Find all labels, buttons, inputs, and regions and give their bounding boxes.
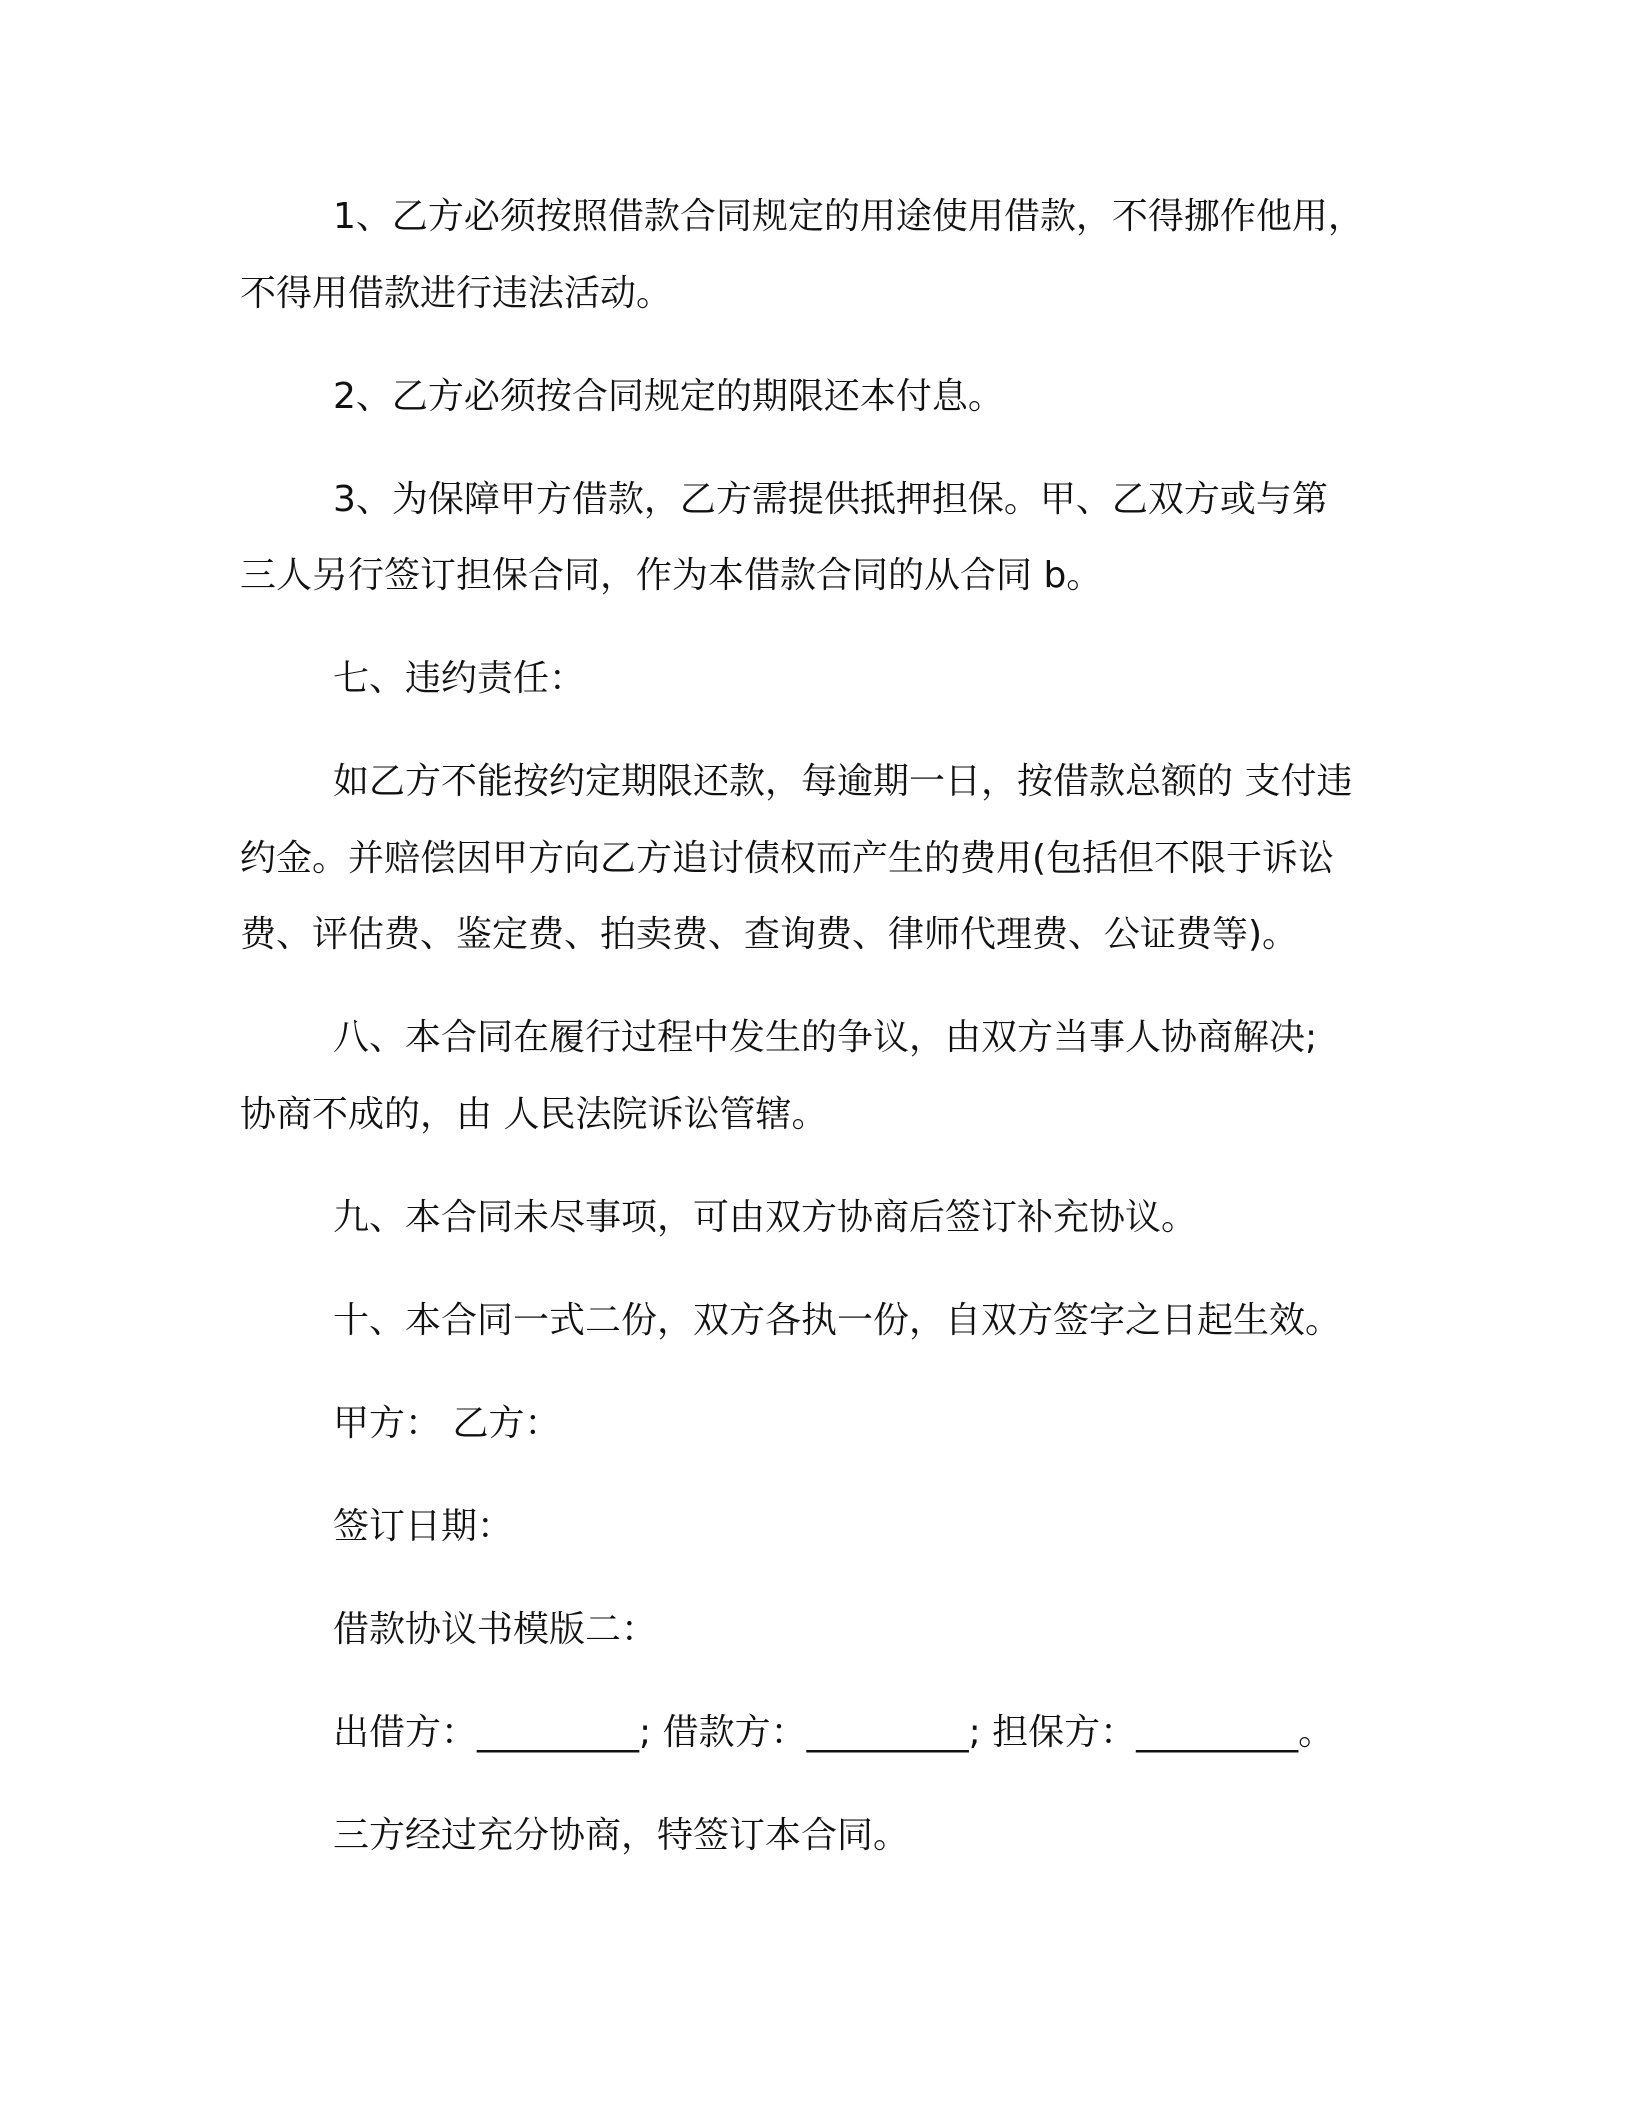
section-7-body [240,744,1382,974]
section-7-heading-text: 七、违约责任： [333,658,586,699]
section-9 [240,1180,1382,1257]
template-2-heading-text: 借款协议书模版二： [333,1608,658,1650]
section-10-line-1: 十、本合同一式二份，双方各执一份，自双方签字之日起生效。 [333,1299,1342,1341]
section-8-line-1: 八、本合同在履行过程中发生的争议，由双方当事人协商解决; [333,1017,1318,1058]
section-7-body-line-2: 约金。并赔偿因甲方向乙方追讨债权而产生的费用(包括但不限于诉讼 [240,837,1335,879]
clause-1 [240,179,1382,332]
section-7-body-line-3: 费、评估费、鉴定费、拍卖费、查询费、律师代理费、公证费等)。 [240,914,1299,955]
signature-parties [240,1386,1382,1463]
signing-date [240,1489,1382,1566]
agreement-statement-text: 三方经过充分协商，特签订本合同。 [333,1814,910,1856]
clause-3-line-1: 3、为保障甲方借款，乙方需提供抵押担保。甲、乙双方或与第 [333,478,1328,520]
clause-3-line-2: 三人另行签订担保合同，作为本借款合同的从合同 b。 [240,555,1103,596]
parties-fill-in-text: 出借方：_________; 借款方：_________; 担保方：_________。 [333,1711,1335,1753]
clause-2-line-1: 2、乙方必须按合同规定的期限还本付息。 [333,375,1004,417]
signature-parties-text: 甲方： 乙方： [333,1402,561,1444]
signing-date-text: 签订日期： [333,1505,514,1547]
clause-1-line-1: 1、乙方必须按照借款合同规定的用途使用借款，不得挪作他用， [333,196,1364,237]
section-7-heading [240,641,1382,718]
agreement-statement [240,1798,1382,1875]
section-8-line-2: 协商不成的，由 人民法院诉讼管辖。 [240,1093,828,1135]
section-9-line-1: 九、本合同未尽事项，可由双方协商后签订补充协议。 [333,1196,1198,1238]
clause-3 [240,462,1382,615]
section-8 [240,1000,1382,1153]
parties-fill-in [240,1695,1382,1772]
clause-1-line-2: 不得用借款进行违法活动。 [240,272,673,314]
template-2-heading [240,1592,1382,1669]
clause-2 [240,359,1382,436]
section-7-body-line-1: 如乙方不能按约定期限还款，每逾期一日，按借款总额的 支付违 [333,761,1353,802]
section-10 [240,1283,1382,1360]
